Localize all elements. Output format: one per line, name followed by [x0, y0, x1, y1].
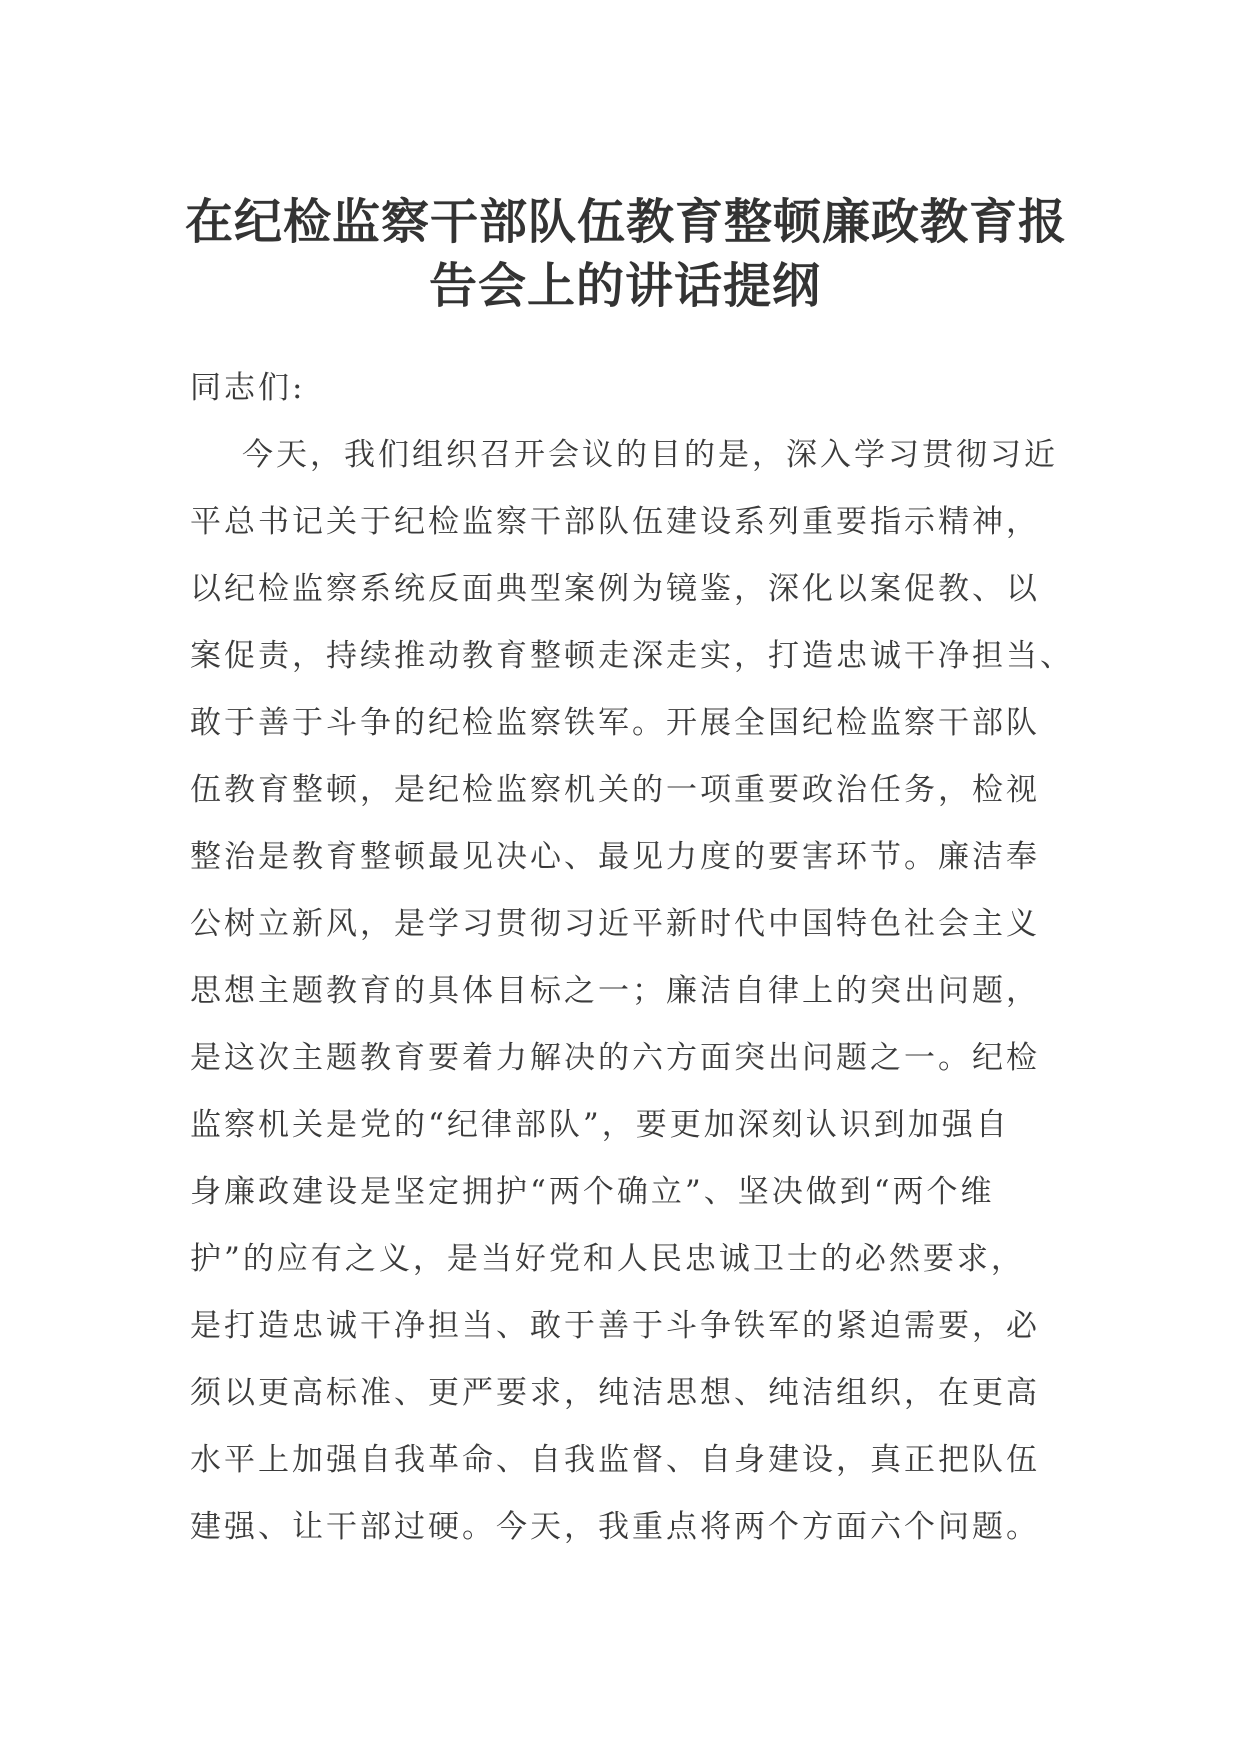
paragraph-line: 须以更高标准、更严要求，纯洁思想、纯洁组织，在更高 [190, 1375, 1040, 1411]
paragraph-line: 水平上加强自我革命、自我监督、自身建设，真正把队伍 [190, 1442, 1040, 1478]
paragraph-line: 是这次主题教育要着力解决的六方面突出问题之一。纪检 [190, 1040, 1040, 1076]
paragraph-line: 整治是教育整顿最见决心、最见力度的要害环节。廉洁奉 [190, 839, 1040, 875]
paragraph-line: 今天，我们组织召开会议的目的是，深入学习贯彻习近 [242, 437, 1058, 473]
document-title [185, 190, 1068, 318]
paragraph-line: 平总书记关于纪检监察干部队伍建设系列重要指示精神， [190, 504, 1040, 540]
paragraph-line: 监察机关是党的“纪律部队”，要更加深刻认识到加强自 [190, 1107, 1010, 1143]
title-line-1: 在纪检监察干部队伍教育整顿廉政教育报 [185, 194, 1068, 250]
document-body [190, 355, 1074, 1561]
paragraph-line: 伍教育整顿，是纪检监察机关的一项重要政治任务，检视 [190, 772, 1040, 808]
paragraph-line: 以纪检监察系统反面典型案例为镜鉴，深化以案促教、以 [190, 571, 1040, 607]
paragraph-line: 是打造忠诚干净担当、敢于善于斗争铁军的紧迫需要，必 [190, 1308, 1040, 1344]
paragraph-line: 护”的应有之义，是当好党和人民忠诚卫士的必然要求， [190, 1241, 1025, 1277]
paragraph-line: 案促责，持续推动教育整顿走深走实，打造忠诚干净担当、 [190, 638, 1074, 674]
title-line-2: 告会上的讲话提纲 [428, 258, 821, 314]
paragraph-line: 敢于善于斗争的纪检监察铁军。开展全国纪检监察干部队 [190, 705, 1040, 741]
paragraph-line: 建强、让干部过硬。今天，我重点将两个方面六个问题。 [190, 1509, 1040, 1545]
salutation: 同志们: [190, 370, 306, 406]
paragraph-line: 思想主题教育的具体目标之一；廉洁自律上的突出问题， [190, 973, 1040, 1009]
paragraph-line: 公树立新风，是学习贯彻习近平新时代中国特色社会主义 [190, 906, 1040, 942]
body-paragraph [190, 422, 1074, 1561]
paragraph-line: 身廉政建设是坚定拥护“两个确立”、坚决做到“两个维 [190, 1174, 995, 1210]
